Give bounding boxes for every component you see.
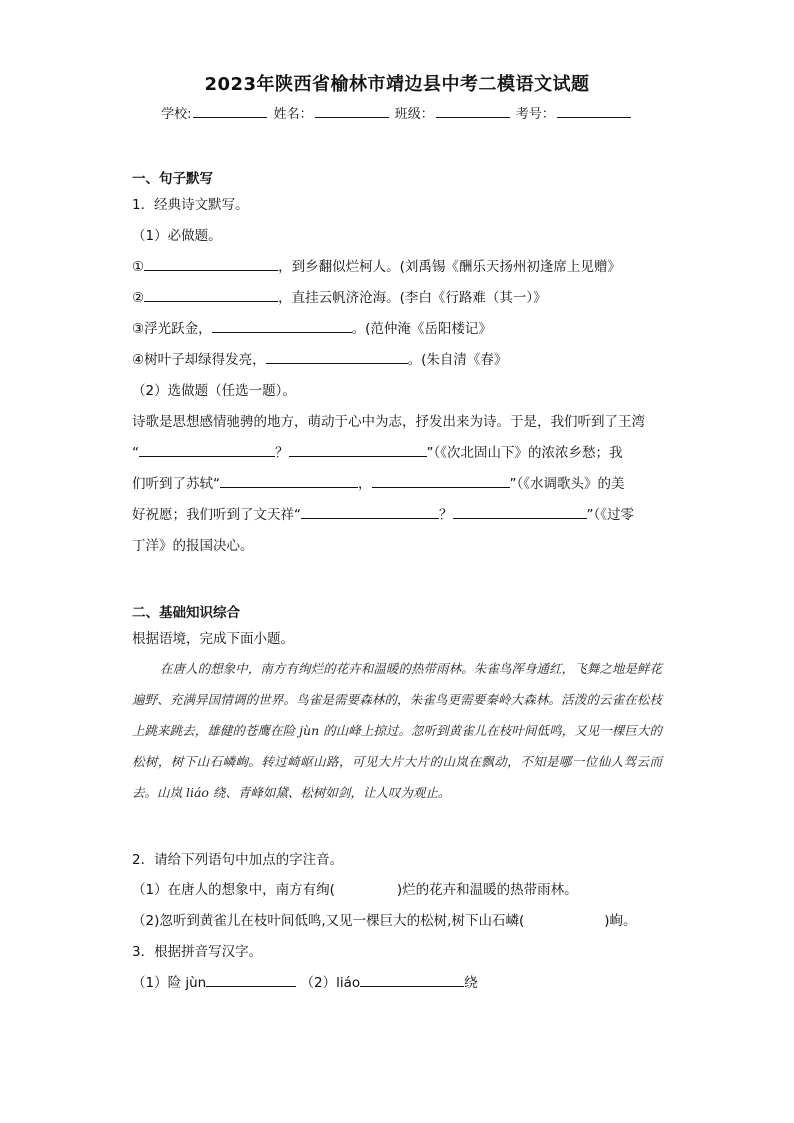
question-2-2: [132, 909, 637, 929]
school-label: 学校:: [161, 107, 192, 122]
school-blank[interactable]: [193, 105, 267, 118]
student-info-row: [0, 103, 794, 122]
answer-blank[interactable]: [289, 443, 427, 457]
answer-blank[interactable]: [139, 443, 275, 457]
question-text: 绕: [464, 975, 478, 991]
line-text: ”（《水调歌头》的美: [509, 476, 625, 492]
item-text: 。(朱自清《春》: [407, 352, 508, 368]
comma: ，: [358, 476, 372, 492]
item-text: ，直挂云帆济沧海。(李白《行路难（其一）》: [278, 290, 547, 306]
question-1: 1．经典诗文默写。: [132, 197, 249, 213]
passage-text: 在唐人的想象中，南方有绚烂的花卉和温暖的热带雨林。朱雀鸟浑身通红，飞舞之地是鲜花遍野、充满异国情调的世界。鸟雀是需要森林的，朱雀鸟更需要秦岭大森林。活泼的云雀在松枝上跳来跳去，雄健的苍鹰在险 jùn 的山峰上掠过。忽听到黄雀儿在枝叶间低鸣，又见一棵巨大的松树，树下山石嶙峋。转过崎岖山路，可见大片大片的山岚在飘动，不知是哪一位仙人驾云而去。山岚 liáo 绕、青峰如黛、松树如剑，让人叹为观止。: [132, 661, 662, 800]
answer-blank[interactable]: [206, 973, 296, 987]
answer-blank[interactable]: [220, 474, 358, 488]
item-text: ④树叶子却绿得发亮，: [132, 352, 266, 368]
question-text: （1）险 jùn: [132, 975, 207, 991]
line-text: 好祝愿；我们听到了文天祥“: [132, 507, 301, 523]
line-text: 们听到了苏轼“: [132, 476, 220, 492]
question-2-1: [132, 878, 578, 898]
question-3: 3．根据拼音写汉字。: [132, 944, 263, 960]
page-title: 2023年陕西省榆林市靖边县中考二模语文试题: [204, 74, 590, 95]
class-label: 班级：: [394, 107, 434, 122]
question-3-items: [132, 971, 478, 991]
recite-item-3: [132, 317, 492, 337]
exam-no-label: 考号：: [515, 107, 555, 122]
reading-passage: [132, 653, 662, 808]
answer-blank[interactable]: [453, 505, 587, 519]
item-text: ③浮光跃金，: [132, 321, 212, 337]
answer-blank[interactable]: [266, 350, 408, 364]
exam-no-blank[interactable]: [557, 105, 631, 118]
item-number: ②: [132, 290, 145, 306]
poem-paragraph-line-5: 丁洋》的报国决心。: [132, 538, 254, 554]
answer-blank[interactable]: [212, 319, 352, 333]
item-text: 。(范仲淹《岳阳楼记》: [351, 321, 492, 337]
name-label: 姓名：: [273, 107, 313, 122]
line-text: ”（《过零: [586, 507, 634, 523]
answer-blank[interactable]: [372, 474, 510, 488]
question-text: （2）liáo: [300, 975, 361, 991]
poem-paragraph-line-1: 诗歌是思想感情驰骋的地方，萌动于心中为志，抒发出来为诗。于是，我们听到了王湾: [132, 414, 645, 430]
question-text: )峋。: [604, 913, 637, 929]
part-2-label: （2）选做题（任选一题）。: [132, 383, 296, 399]
poem-paragraph-line-3: [132, 472, 625, 492]
section2-heading: 二、基础知识综合: [132, 605, 240, 621]
item-number: ①: [132, 259, 145, 275]
recite-item-1: [132, 255, 621, 275]
question-mark: ？: [439, 507, 453, 523]
question-text: （2)忽听到黄雀儿在枝叶间低鸣,又见一棵巨大的松树,树下山石嶙(: [132, 913, 525, 929]
class-blank[interactable]: [436, 105, 510, 118]
line-text: ”（《次北固山下》的浓浓乡愁；我: [426, 445, 623, 461]
item-text: ，到乡翻似烂柯人。(刘禹锡《酬乐天扬州初逢席上见赠》: [278, 259, 621, 275]
recite-item-4: [132, 348, 507, 368]
poem-paragraph-line-2: [132, 441, 623, 461]
answer-blank[interactable]: [144, 257, 278, 271]
question-text: )烂的花卉和温暖的热带雨林。: [396, 882, 578, 898]
answer-blank[interactable]: [360, 973, 464, 987]
question-text: （1）在唐人的想象中，南方有绚(: [132, 882, 335, 898]
question-2: 2．请给下列语句中加点的字注音。: [132, 852, 344, 868]
answer-blank[interactable]: [144, 288, 278, 302]
section1-heading: 一、句子默写: [132, 171, 213, 187]
quote-open: “: [132, 445, 139, 461]
section2-intro: 根据语境，完成下面小题。: [132, 631, 294, 647]
name-blank[interactable]: [315, 105, 389, 118]
answer-blank[interactable]: [301, 505, 439, 519]
recite-item-2: [132, 286, 547, 306]
part-1-label: （1）必做题。: [132, 228, 222, 244]
question-mark: ？: [275, 445, 289, 461]
poem-paragraph-line-4: [132, 503, 634, 523]
